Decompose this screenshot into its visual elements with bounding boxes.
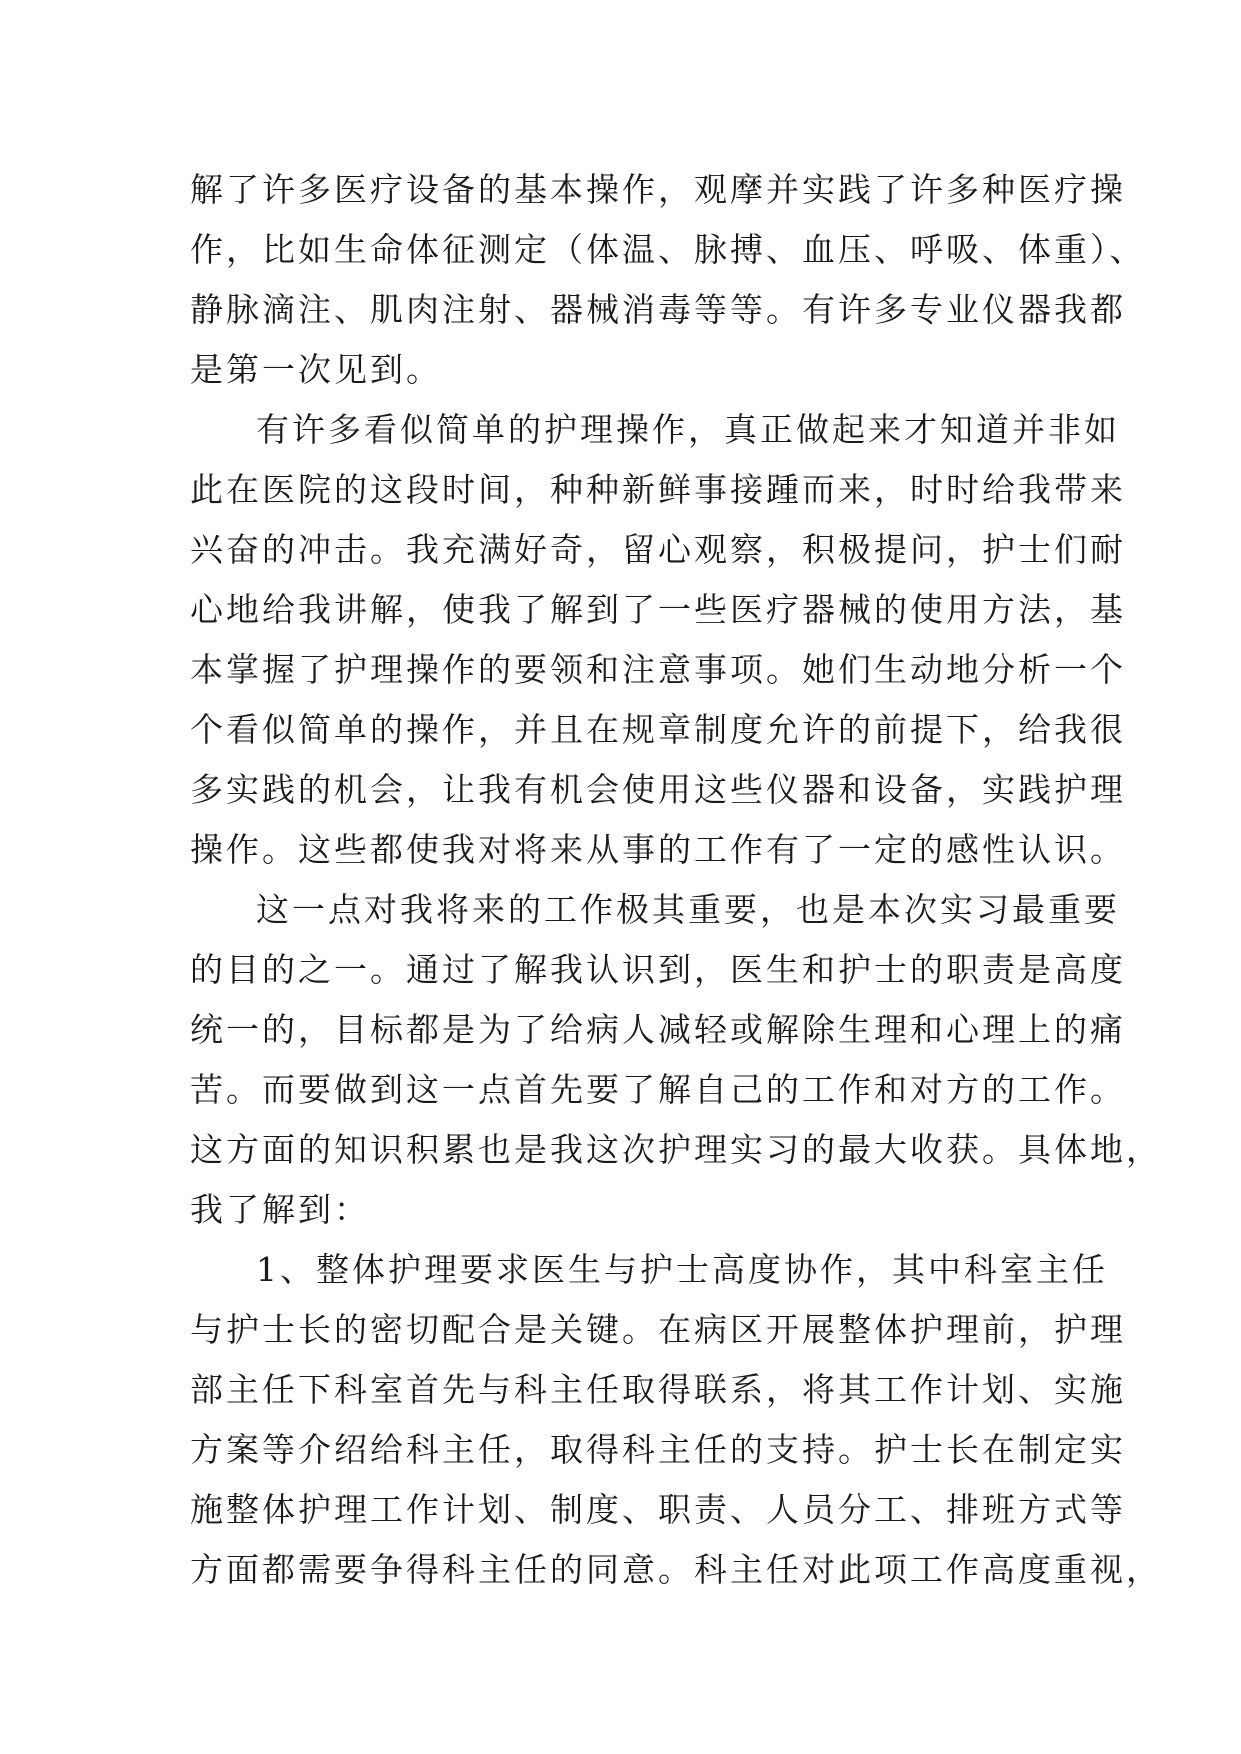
text-line: 方案等介绍给科主任，取得科主任的支持。护士长在制定实 (190, 1430, 1126, 1469)
text-line: 兴奋的冲击。我充满好奇，留心观察，积极提问，护士们耐 (190, 530, 1126, 569)
paragraph-first-line: 1、整体护理要求医生与护士高度协作，其中科室主任 (256, 1250, 1108, 1289)
text-line: 个看似简单的操作，并且在规章制度允许的前提下，给我很 (190, 710, 1126, 749)
text-line: 心地给我讲解，使我了解到了一些医疗器械的使用方法，基 (190, 590, 1126, 629)
text-line: 作，比如生命体征测定（体温、脉搏、血压、呼吸、体重）、 (190, 230, 1146, 269)
text-line: 静脉滴注、肌肉注射、器械消毒等等。有许多专业仪器我都 (190, 290, 1126, 329)
paragraph-first-line: 有许多看似简单的护理操作，真正做起来才知道并非如 (256, 410, 1120, 449)
text-line: 是第一次见到。 (190, 350, 442, 389)
text-line: 这方面的知识积累也是我这次护理实习的最大收获。具体地， (190, 1130, 1162, 1169)
text-line: 本掌握了护理操作的要领和注意事项。她们生动地分析一个 (190, 650, 1126, 689)
text-line: 多实践的机会，让我有机会使用这些仪器和设备，实践护理 (190, 770, 1126, 809)
text-line: 苦。而要做到这一点首先要了解自己的工作和对方的工作。 (190, 1070, 1126, 1109)
body-text (190, 160, 1162, 1600)
paragraph-first-line: 这一点对我将来的工作极其重要，也是本次实习最重要 (256, 890, 1120, 929)
text-line: 操作。这些都使我对将来从事的工作有了一定的感性认识。 (190, 830, 1126, 869)
text-line: 统一的，目标都是为了给病人减轻或解除生理和心理上的痛 (190, 1010, 1126, 1049)
text-line: 部主任下科室首先与科主任取得联系，将其工作计划、实施 (190, 1370, 1126, 1409)
text-line: 我了解到： (190, 1190, 370, 1229)
text-line: 施整体护理工作计划、制度、职责、人员分工、排班方式等 (190, 1490, 1126, 1529)
text-line: 与护士长的密切配合是关键。在病区开展整体护理前，护理 (190, 1310, 1126, 1349)
text-line: 解了许多医疗设备的基本操作，观摩并实践了许多种医疗操 (190, 170, 1126, 209)
text-line: 方面都需要争得科主任的同意。科主任对此项工作高度重视， (190, 1550, 1162, 1589)
text-line: 此在医院的这段时间，种种新鲜事接踵而来，时时给我带来 (190, 470, 1126, 509)
text-line: 的目的之一。通过了解我认识到，医生和护士的职责是高度 (190, 950, 1126, 989)
